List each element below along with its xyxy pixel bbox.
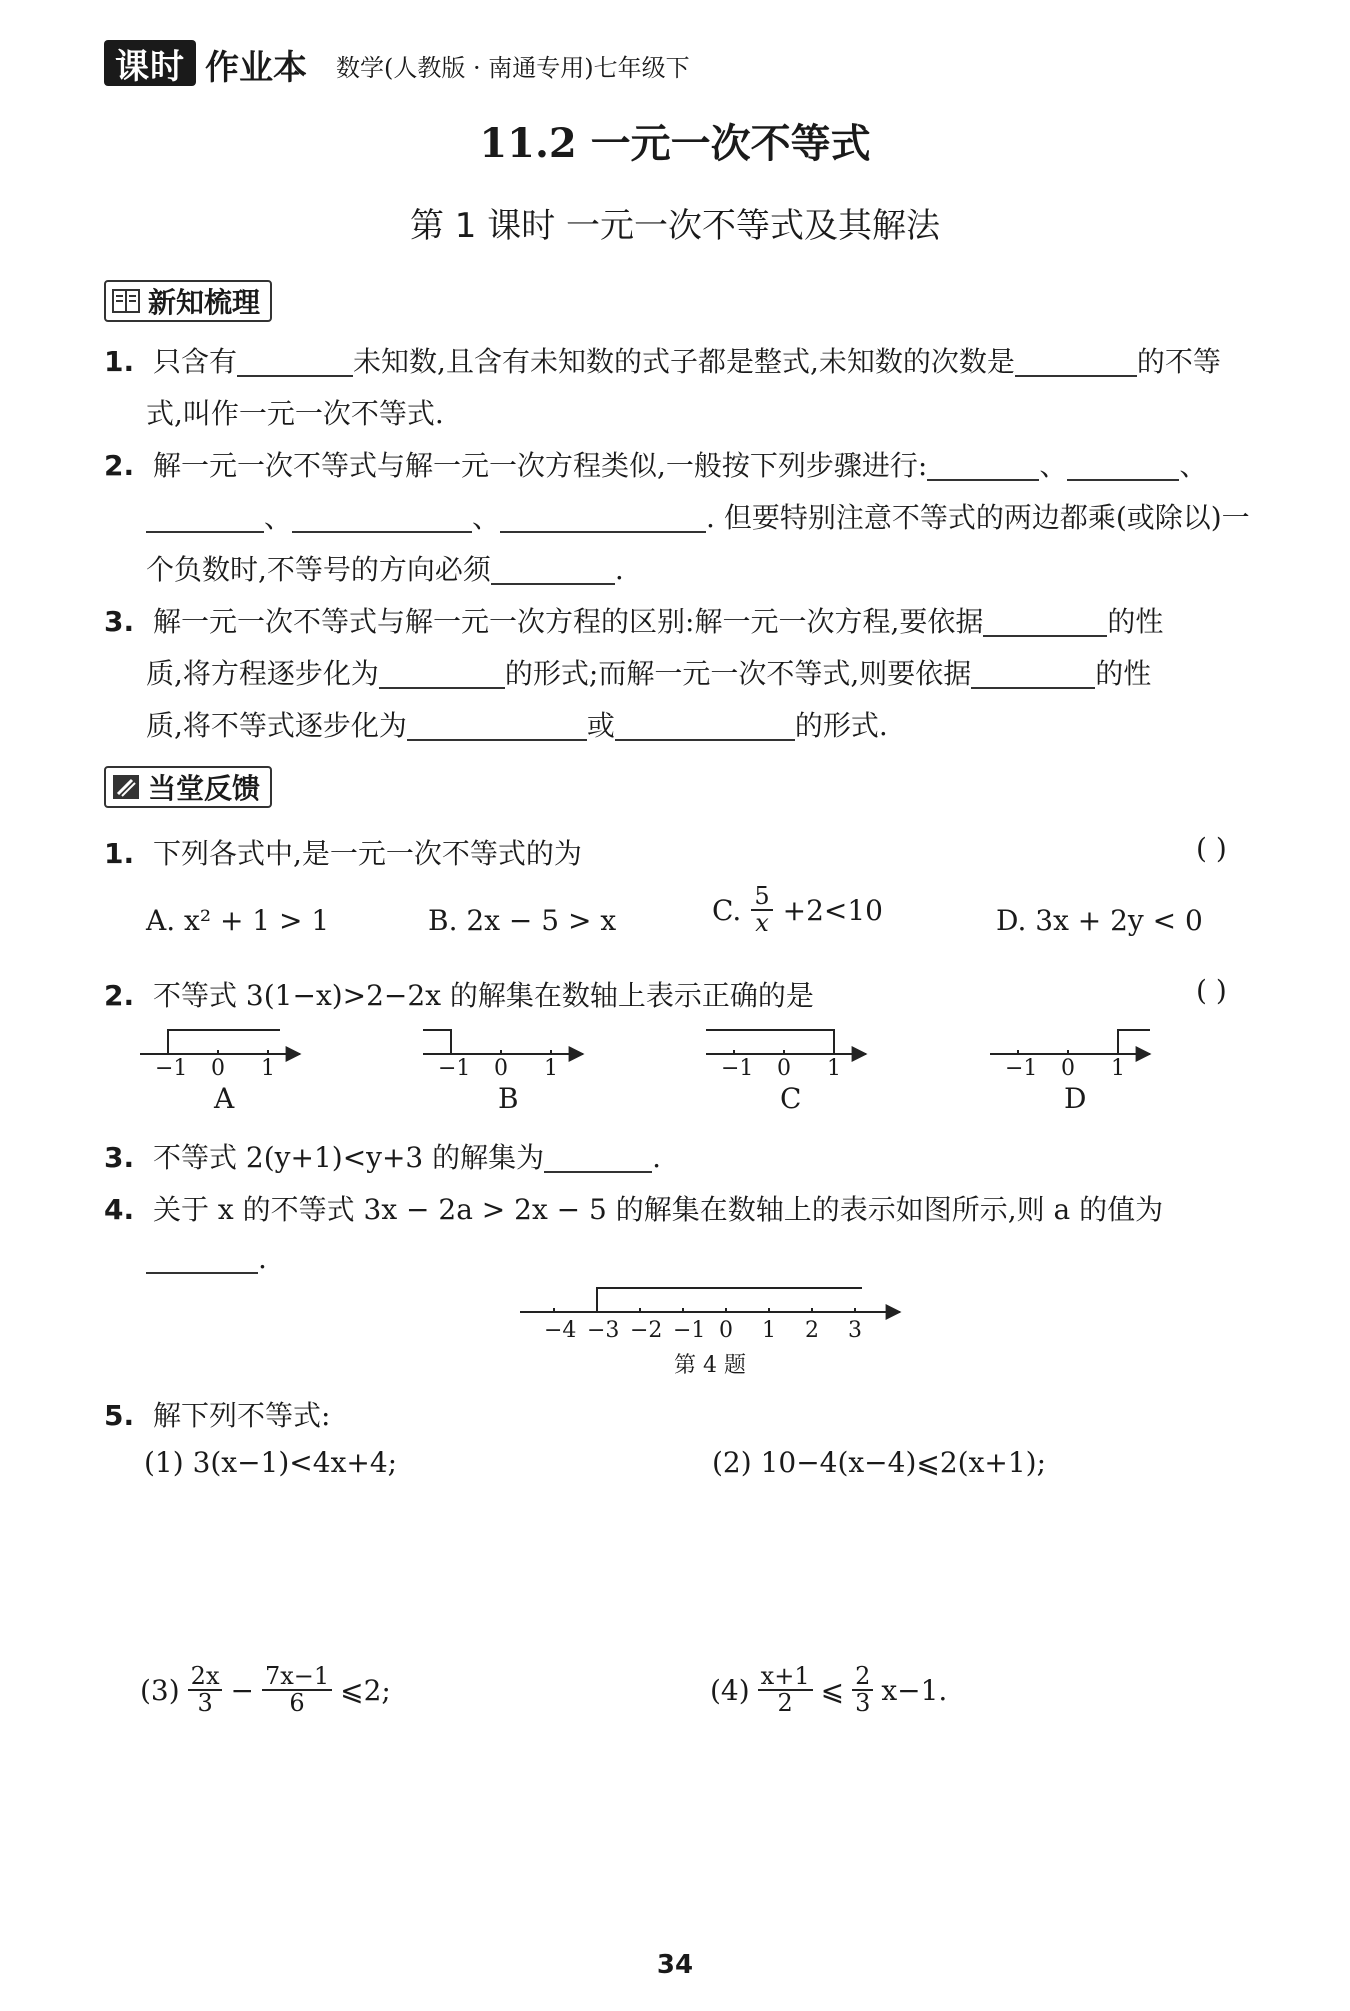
tick-label: −2 — [630, 1318, 663, 1343]
q5-part-4: (4) $\frac{x+1}{2}$ ⩽ $\frac{2}{3}$ x−1. — [710, 1662, 948, 1718]
tick-label: 2 — [805, 1318, 819, 1343]
subject-line: 数学(人教版 · 南通专用)七年级下 — [336, 54, 690, 82]
brand-logo: 课时 — [104, 40, 196, 86]
tick-label: 3 — [848, 1318, 862, 1343]
s1-q2-line3: 个负数时,不等号的方向必须 . — [146, 553, 624, 586]
tick-label: −1 — [155, 1056, 188, 1081]
pencil-note-icon — [112, 774, 140, 800]
number-line-a — [140, 1030, 300, 1054]
blank[interactable] — [1015, 345, 1137, 377]
tick-label: −4 — [544, 1318, 577, 1343]
tick-label: 1 — [762, 1318, 776, 1343]
answer-paren[interactable]: ( ) — [1196, 974, 1227, 1007]
s2-q1-option-a: A. x² + 1 > 1 — [146, 904, 330, 937]
s2-q1-option-c: C. $\frac{5}{x}$ +2<10 — [712, 882, 883, 938]
option-label-c: C — [780, 1082, 802, 1115]
tick-label: −3 — [587, 1318, 620, 1343]
s2-q3: 3. 不等式 2(y+1)<y+3 的解集为 . — [104, 1141, 662, 1174]
tick-label: 0 — [211, 1056, 225, 1081]
tick-label: 0 — [777, 1056, 791, 1081]
blank[interactable] — [971, 657, 1095, 689]
tick-label: 0 — [719, 1318, 733, 1343]
blank[interactable] — [292, 501, 472, 533]
blank[interactable] — [983, 605, 1107, 637]
fraction: $\frac{7x-1}{6}$ — [262, 1664, 332, 1716]
section-title: 11.2 一元一次不等式 — [479, 120, 871, 167]
s2-q5-stem: 5. 解下列不等式: — [104, 1399, 331, 1432]
tick-label: −1 — [1005, 1056, 1038, 1081]
figure-caption: 第 4 题 — [674, 1353, 746, 1378]
tick-label: 1 — [544, 1056, 558, 1081]
page-number: 34 — [656, 1950, 694, 1980]
tick-label: 0 — [494, 1056, 508, 1081]
book-icon — [112, 288, 140, 314]
blank[interactable] — [146, 501, 264, 533]
answer-paren[interactable]: ( ) — [1196, 832, 1227, 865]
blank[interactable] — [146, 1242, 258, 1274]
tick-label: −1 — [673, 1318, 706, 1343]
tick-label: 1 — [1111, 1056, 1125, 1081]
blank[interactable] — [491, 553, 615, 585]
fraction: $\frac{5}{x}$ — [751, 884, 772, 936]
lesson-title: 第 1 课时 一元一次不等式及其解法 — [409, 206, 941, 246]
s1-q1-line1: 1. 只含有 未知数,且含有未知数的式子都是整式,未知数的次数是 的不等 — [104, 345, 1221, 378]
option-label-d: D — [1064, 1082, 1087, 1115]
blank[interactable] — [544, 1141, 652, 1173]
number-line-c — [706, 1030, 866, 1054]
brand-name: 作业本 — [205, 48, 307, 88]
option-label-b: B — [498, 1082, 519, 1115]
tick-label: 1 — [261, 1056, 275, 1081]
tick-label: −1 — [438, 1056, 471, 1081]
blank[interactable] — [1067, 449, 1179, 481]
s1-q3-line3: 质,将不等式逐步化为 或 的形式. — [146, 709, 888, 742]
s1-q2-line1: 2. 解一元一次不等式与解一元一次方程类似,一般按下列步骤进行: 、 、 — [104, 449, 1208, 482]
s1-q3-line1: 3. 解一元一次不等式与解一元一次方程的区别:解一元一次方程,要依据 的性 — [104, 605, 1164, 638]
s2-q1-stem: 1. 下列各式中,是一元一次不等式的为 — [104, 837, 582, 870]
tick-label: −1 — [721, 1056, 754, 1081]
s1-q1-line2: 式,叫作一元一次不等式. — [146, 397, 444, 430]
s1-q2-line2: 、 、 . 但要特别注意不等式的两边都乘(或除以)一 — [146, 496, 1250, 536]
section-label-in-class-feedback — [104, 766, 272, 808]
number-line-b — [423, 1030, 583, 1054]
s2-q1-option-d: D. 3x + 2y < 0 — [996, 904, 1203, 937]
blank[interactable] — [379, 657, 505, 689]
section-label-new-knowledge — [104, 280, 272, 322]
blank[interactable] — [500, 501, 706, 533]
blank[interactable] — [615, 709, 795, 741]
section-label-text: 当堂反馈 — [148, 772, 261, 805]
s2-q1-option-b: B. 2x − 5 > x — [428, 904, 617, 937]
q5-part-2: (2) 10−4(x−4)⩽2(x+1); — [712, 1446, 1047, 1479]
blank[interactable] — [407, 709, 587, 741]
s2-q4-stem: 4. 关于 x 的不等式 3x − 2a > 2x − 5 的解集在数轴上的表示如图所示,则 a 的值为 — [104, 1193, 1164, 1226]
s2-q2-stem: 2. 不等式 3(1−x)>2−2x 的解集在数轴上表示正确的是 — [104, 979, 814, 1012]
fraction: $\frac{x+1}{2}$ — [758, 1664, 813, 1716]
section-label-text: 新知梳理 — [148, 286, 261, 319]
tick-label: 0 — [1061, 1056, 1075, 1081]
q5-part-1: (1) 3(x−1)<4x+4; — [144, 1446, 398, 1479]
s1-q3-line2: 质,将方程逐步化为 的形式;而解一元一次不等式,则要依据 的性 — [146, 657, 1152, 690]
tick-label: 1 — [827, 1056, 841, 1081]
blank[interactable] — [237, 345, 353, 377]
fraction: $\frac{2x}{3}$ — [188, 1664, 223, 1716]
fraction: $\frac{2}{3}$ — [852, 1664, 873, 1716]
q5-part-3: (3) $\frac{2x}{3}$ − $\frac{7x-1}{6}$ ⩽2; — [140, 1662, 391, 1718]
blank[interactable] — [927, 449, 1039, 481]
number-line-d — [990, 1030, 1150, 1054]
s2-q4-answer: . — [146, 1242, 267, 1275]
option-label-a: A — [214, 1082, 235, 1115]
